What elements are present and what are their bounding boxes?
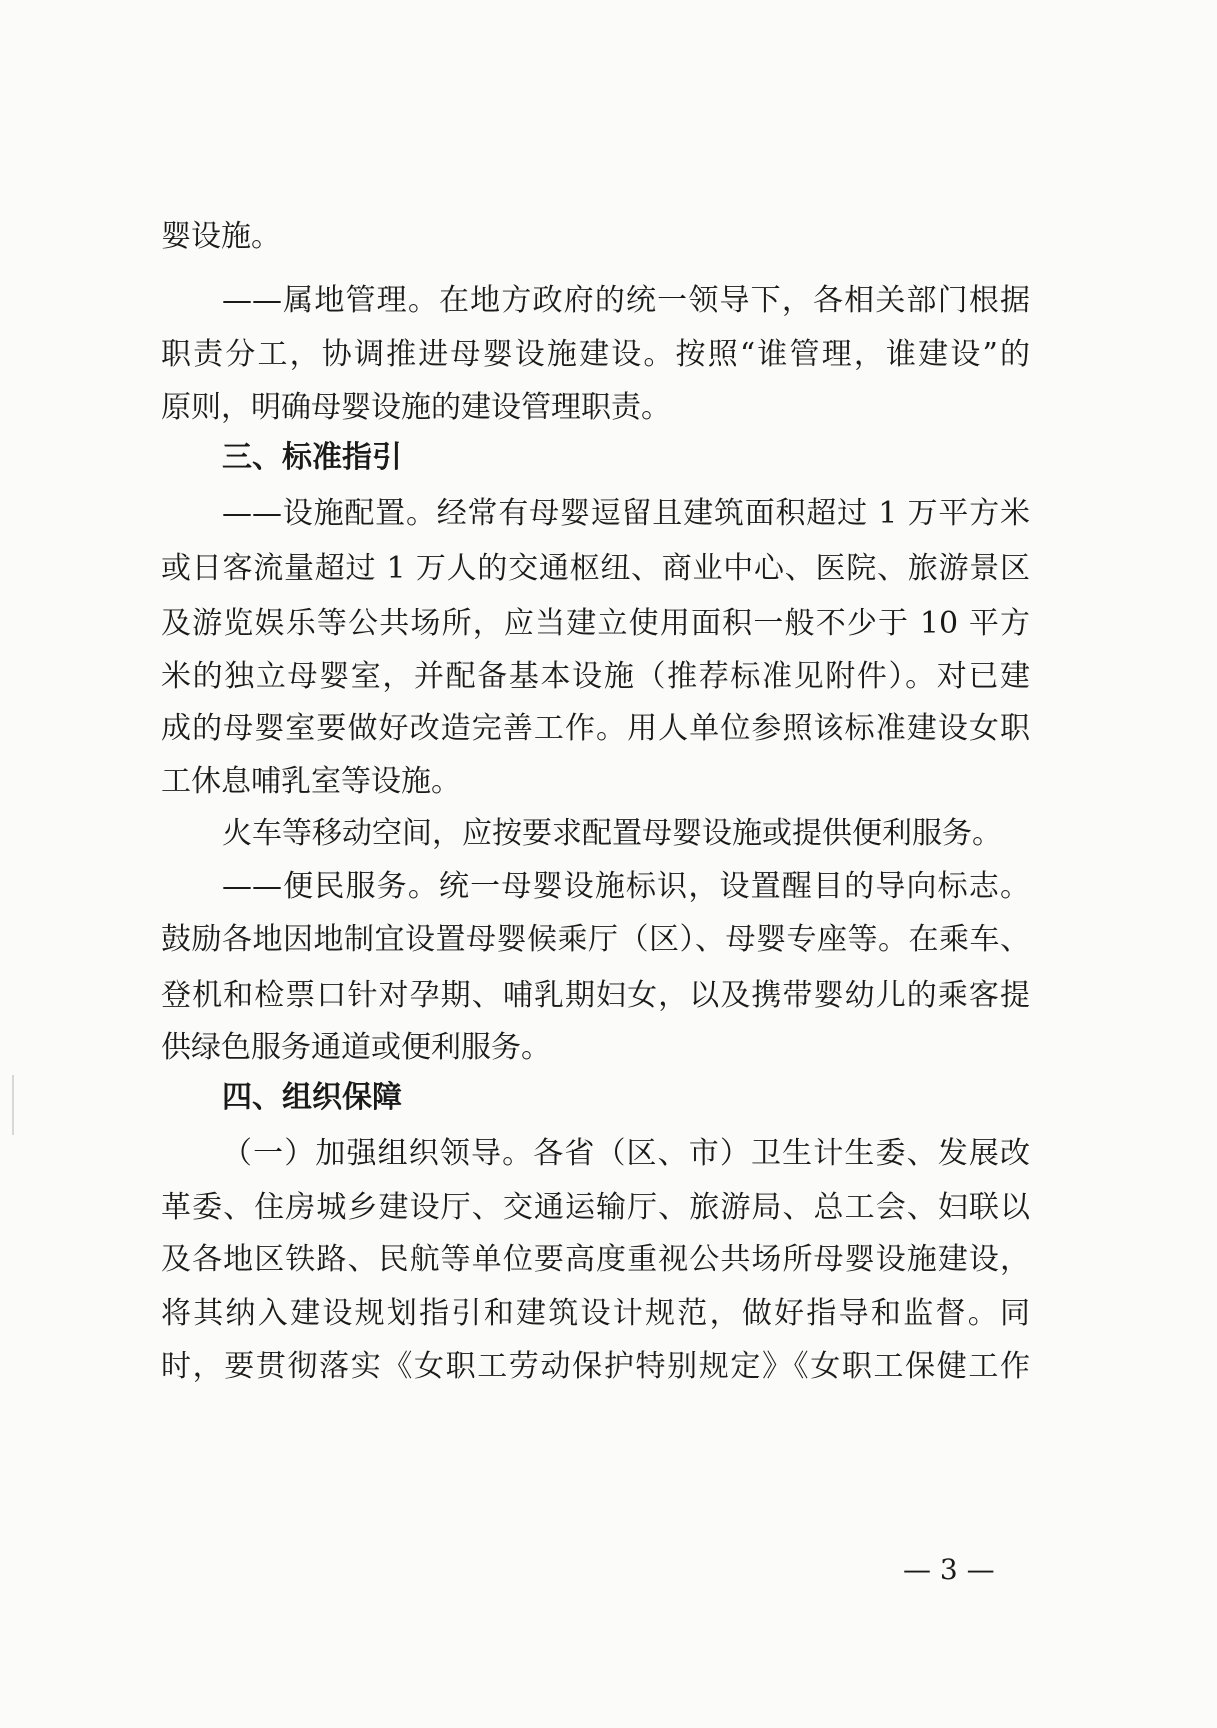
paragraph-line: 及游览娱乐等公共场所，应当建立使用面积一般不少于 10 平方 (161, 606, 1030, 641)
paragraph-line: 米的独立母婴室，并配备基本设施（推荐标准见附件）。对已建 (161, 659, 1030, 694)
scan-artifact (12, 1075, 14, 1135)
paragraph-line: 工休息哺乳室等设施。 (161, 764, 461, 799)
paragraph-line: 革委、住房城乡建设厅、交通运输厅、旅游局、总工会、妇联以 (161, 1190, 1030, 1225)
section-heading: 三、标准指引 (222, 440, 402, 475)
paragraph-line: 职责分工，协调推进母婴设施建设。按照“谁管理，谁建设”的 (161, 337, 1030, 372)
paragraph-line: 鼓励各地因地制宜设置母婴候乘厅（区）、母婴专座等。在乘车、 (161, 922, 1030, 957)
page-number: — 3 — (903, 1553, 995, 1586)
paragraph-line: 将其纳入建设规划指引和建筑设计规范，做好指导和监督。同 (161, 1296, 1030, 1331)
paragraph-line: 火车等移动空间，应按要求配置母婴设施或提供便利服务。 (222, 816, 1002, 851)
paragraph-line: ——便民服务。统一母婴设施标识，设置醒目的导向标志。 (222, 869, 1030, 904)
section-heading: 四、组织保障 (222, 1080, 402, 1115)
paragraph-line: 及各地区铁路、民航等单位要高度重视公共场所母婴设施建设， (161, 1242, 1030, 1277)
paragraph-line: （一）加强组织领导。各省（区、市）卫生计生委、发展改 (222, 1136, 1030, 1171)
paragraph-line: 成的母婴室要做好改造完善工作。用人单位参照该标准建设女职 (161, 711, 1030, 746)
paragraph-line: 或日客流量超过 1 万人的交通枢纽、商业中心、医院、旅游景区 (161, 551, 1030, 586)
paragraph-line: ——设施配置。经常有母婴逗留且建筑面积超过 1 万平方米 (222, 496, 1030, 531)
paragraph-line: 登机和检票口针对孕期、哺乳期妇女，以及携带婴幼儿的乘客提 (161, 978, 1030, 1013)
paragraph-line: ——属地管理。在地方政府的统一领导下，各相关部门根据 (222, 283, 1030, 318)
paragraph-line: 供绿色服务通道或便利服务。 (161, 1030, 551, 1065)
paragraph-continuation: 婴设施。 (161, 219, 281, 254)
paragraph-line: 时，要贯彻落实《女职工劳动保护特别规定》《女职工保健工作 (161, 1349, 1030, 1384)
paragraph-line: 原则，明确母婴设施的建设管理职责。 (161, 390, 671, 425)
